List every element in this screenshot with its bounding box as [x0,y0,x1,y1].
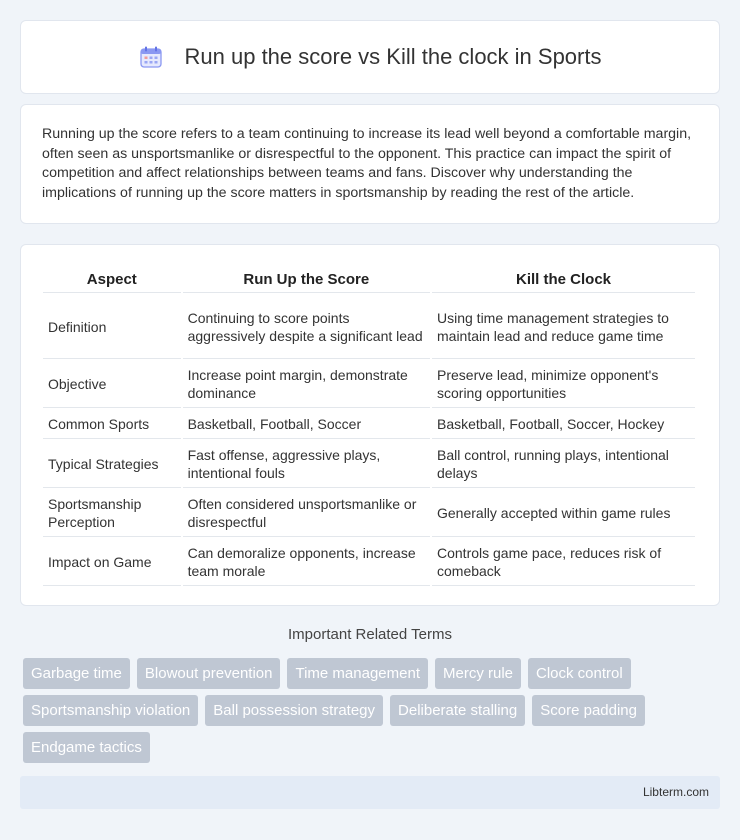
table-row [43,441,695,488]
intro-paragraph: Running up the score refers to a team continuing to increase its lead well beyond a comfortable margin, often seen as unsportsmanlike or disrespectful to the opponent. This practice can impact the spirit of competition and affect relationships between teams and fans. Discover why understanding the implications of running up the score matters in sportsmanship by reading the rest of the article. [42,126,692,201]
column-header-aspect: Aspect [43,267,181,293]
page-title: Run up the score vs Kill the clock in Sports [184,44,602,69]
table-cell: Basketball, Football, Soccer [183,410,430,439]
related-terms-list [23,658,713,769]
table-cell: Increase point margin, demonstrate dominance [183,361,430,408]
related-term-tag[interactable]: Deliberate stalling [390,695,525,726]
table-cell: Fast offense, aggressive plays, intentional fouls [183,441,430,488]
table-row [43,490,695,537]
column-header-kill-clock: Kill the Clock [432,267,695,293]
related-term-tag[interactable]: Ball possession strategy [205,695,383,726]
table-cell: Controls game pace, reduces risk of comeback [432,539,695,586]
calendar-icon [139,45,163,69]
header-card [20,20,720,94]
table-cell: Basketball, Football, Soccer, Hockey [432,410,695,439]
table-row [43,410,695,439]
table-cell: Typical Strategies [43,441,181,488]
table-cell: Common Sports [43,410,181,439]
table-cell: Generally accepted within game rules [432,490,695,537]
table-cell: Sportsmanship Perception [43,490,181,537]
related-term-tag[interactable]: Blowout prevention [137,658,281,689]
related-term-tag[interactable]: Mercy rule [435,658,521,689]
related-term-tag[interactable]: Time management [287,658,428,689]
table-row [43,295,695,359]
table-cell: Objective [43,361,181,408]
related-term-tag[interactable]: Garbage time [23,658,130,689]
table-row [43,361,695,408]
table-cell: Preserve lead, minimize opponent's scoring opportunities [432,361,695,408]
related-term-tag[interactable]: Score padding [532,695,645,726]
intro-card [20,104,720,224]
table-cell: Ball control, running plays, intentional delays [432,441,695,488]
related-term-tag[interactable]: Sportsmanship violation [23,695,198,726]
footer [20,776,720,809]
table-cell: Definition [43,295,181,359]
table-cell: Impact on Game [43,539,181,586]
table-cell: Continuing to score points aggressively despite a significant lead [183,295,430,359]
table-cell: Often considered unsportsmanlike or disrespectful [183,490,430,537]
table-row [43,539,695,586]
related-terms-title: Important Related Terms [288,626,452,643]
table-cell: Can demoralize opponents, increase team morale [183,539,430,586]
title-wrap [139,44,602,70]
footer-site-link[interactable]: Libterm.com [642,785,709,799]
related-term-tag[interactable]: Clock control [528,658,631,689]
comparison-table-card [20,244,720,606]
table-cell: Using time management strategies to maintain lead and reduce game time [432,295,695,359]
table-header-row [43,267,695,293]
related-term-tag[interactable]: Endgame tactics [23,732,150,763]
column-header-run-up: Run Up the Score [183,267,430,293]
comparison-table [41,265,697,588]
